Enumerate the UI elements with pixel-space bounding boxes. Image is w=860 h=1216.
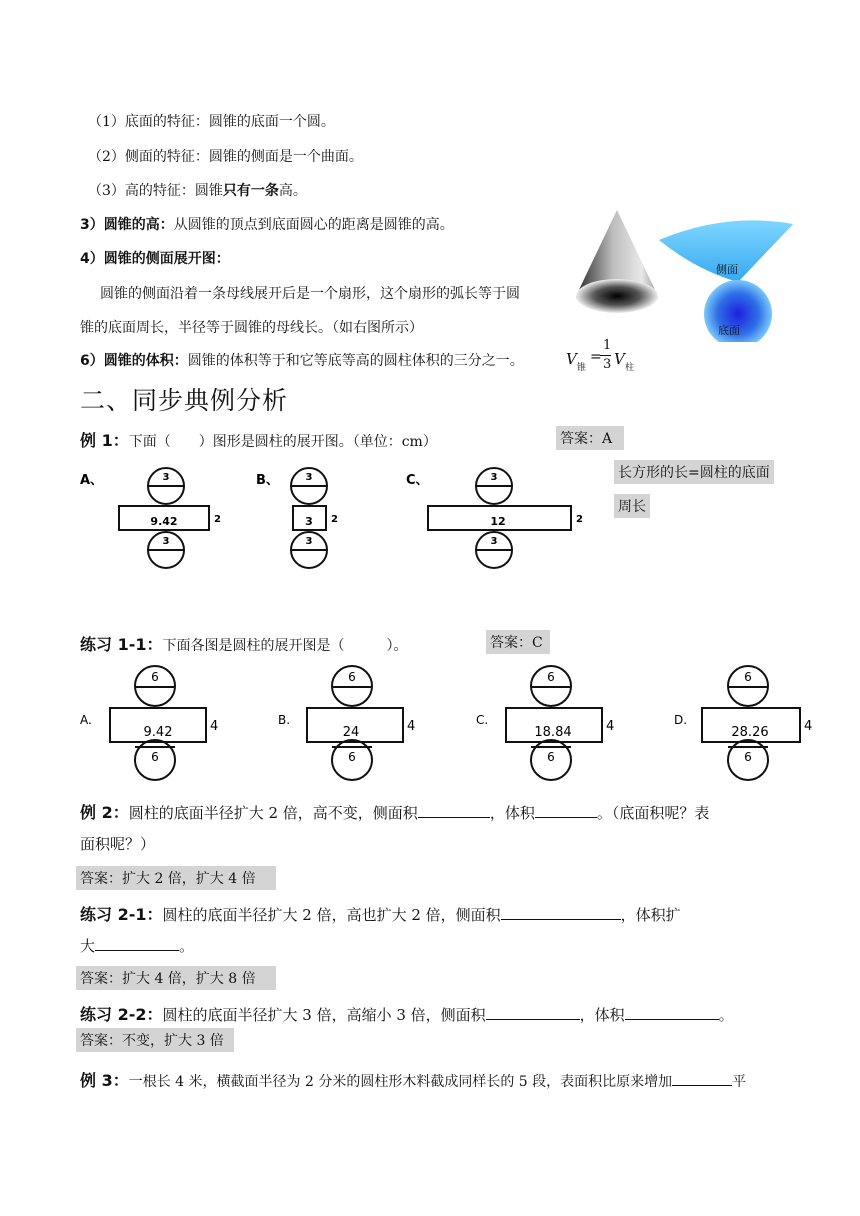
cone-height-definition: 3）圆锥的高：从圆锥的顶点到底面圆心的距离是圆锥的高。 — [80, 217, 454, 233]
practice-1-1-answer: 答案：C — [486, 630, 550, 654]
cone-figure — [572, 208, 662, 320]
top-circle-value: 3 — [305, 472, 313, 483]
answer-blank — [535, 816, 597, 818]
practice-2-1-question-line-2: 大 。 — [80, 937, 195, 955]
top-circle-value: 3 — [490, 472, 498, 483]
example-2-question-line-2: 面积呢？） — [80, 835, 156, 853]
cone-lateral-text-1: 圆锥的侧面沿着一条母线展开后是一个扇形，这个扇形的弧长等于圆 — [100, 286, 520, 302]
rect-length-value: 9.42 — [143, 725, 173, 740]
section-title: 二、同步典例分析 — [80, 386, 289, 415]
practice-2-2-answer: 答案：不变，扩大 3 倍 — [76, 1028, 234, 1052]
option-letter: D. — [674, 713, 688, 727]
top-circle-value: 6 — [744, 670, 752, 684]
example-1-note-line-2: 周长 — [614, 494, 650, 518]
practice-1-1-option-b-net — [278, 664, 428, 782]
answer-blank — [418, 816, 490, 818]
practice-1-1-option-c-net — [476, 664, 626, 782]
rect-height-value: 4 — [606, 719, 615, 734]
top-circle-value: 6 — [151, 670, 159, 684]
option-letter: C. — [476, 713, 489, 727]
side-face-label: 侧面 — [716, 263, 738, 276]
rect-height-value: 4 — [210, 719, 219, 734]
top-circle-value: 3 — [162, 472, 170, 483]
rect-height-value: 4 — [407, 719, 416, 734]
rect-height-value: 2 — [331, 514, 338, 525]
example-2-question: 例 2：圆柱的底面半径扩大 2 倍，高不变，侧面积 ，体积 。（底面积呢？表 — [80, 803, 710, 822]
cone-volume-definition: 6）圆锥的体积：圆锥的体积等于和它等底等高的圆柱体积的三分之一。 — [80, 353, 524, 369]
feature-1: （1）底面的特征：圆锥的底面一个圆。 — [88, 114, 335, 130]
answer-blank — [672, 1084, 732, 1086]
cone-lateral-text-2: 锥的底面周长，半径等于圆锥的母线长。（如右图所示） — [80, 320, 423, 336]
rect-height-value: 2 — [214, 514, 221, 525]
rect-length-value: 18.84 — [534, 725, 572, 740]
top-circle-value: 6 — [547, 670, 555, 684]
example-1-option-a-net — [80, 464, 230, 576]
bottom-circle-value: 3 — [305, 536, 313, 547]
feature-3: （3）高的特征：圆锥只有一条高。 — [88, 183, 307, 199]
practice-1-1-question: 练习 1-1：下面各图是圆柱的展开图是（ ）。 — [80, 635, 408, 654]
bottom-circle-value: 3 — [490, 536, 498, 547]
example-1-option-c-net — [406, 464, 596, 576]
practice-1-1-option-d-net — [674, 664, 824, 782]
practice-2-2-question: 练习 2-2：圆柱的底面半径扩大 3 倍，高缩小 3 倍，侧面积 ，体积 。 — [80, 1005, 734, 1024]
practice-2-1-question: 练习 2-1：圆柱的底面半径扩大 2 倍，高也扩大 2 倍，侧面积 ，体积扩 — [80, 905, 681, 924]
example-1-option-b-net — [256, 464, 356, 576]
bottom-circle-value: 3 — [162, 536, 170, 547]
answer-blank — [486, 1018, 580, 1020]
example-1-answer: 答案：A — [556, 426, 624, 450]
cone-net-figure — [656, 210, 796, 342]
base-face-label: 底面 — [718, 324, 740, 337]
cone-volume-formula: V 锥 = 1 3 V 柱 — [566, 338, 635, 373]
rect-length-value: 12 — [490, 515, 506, 528]
rect-length-value: 28.26 — [731, 725, 769, 740]
option-letter: A、 — [80, 473, 104, 488]
option-letter: B、 — [256, 473, 279, 488]
example-1-note-line-1: 长方形的长=圆柱的底面 — [614, 460, 774, 484]
option-letter: B. — [278, 713, 291, 727]
rect-height-value: 4 — [804, 719, 813, 734]
bottom-circle-value: 6 — [151, 750, 159, 764]
rect-length-value: 3 — [305, 515, 313, 528]
answer-blank — [625, 1018, 719, 1020]
bottom-circle-value: 6 — [547, 750, 555, 764]
example-1-question: 例 1：下面（ ）图形是圆柱的展开图。（单位：cm） — [80, 431, 437, 450]
rect-length-value: 24 — [342, 725, 360, 740]
practice-1-1-option-a-net — [80, 664, 230, 782]
answer-blank — [501, 918, 621, 920]
bottom-circle-value: 6 — [744, 750, 752, 764]
top-circle-value: 6 — [348, 670, 356, 684]
option-letter: A. — [80, 713, 92, 727]
option-letter: C、 — [406, 473, 429, 488]
cone-lateral-heading: 4）圆锥的侧面展开图： — [80, 251, 230, 267]
practice-2-1-answer: 答案：扩大 4 倍，扩大 8 倍 — [76, 966, 276, 990]
rect-height-value: 2 — [576, 514, 583, 525]
feature-2: （2）侧面的特征：圆锥的侧面是一个曲面。 — [88, 149, 363, 165]
bottom-circle-value: 6 — [348, 750, 356, 764]
rect-length-value: 9.42 — [150, 515, 178, 528]
example-2-answer: 答案：扩大 2 倍，扩大 4 倍 — [76, 866, 276, 890]
answer-blank — [95, 949, 179, 951]
example-3-question: 例 3：一根长 4 米，横截面半径为 2 分米的圆柱形木料截成同样长的 5 段，表面积比原来增加 平 — [80, 1071, 747, 1090]
